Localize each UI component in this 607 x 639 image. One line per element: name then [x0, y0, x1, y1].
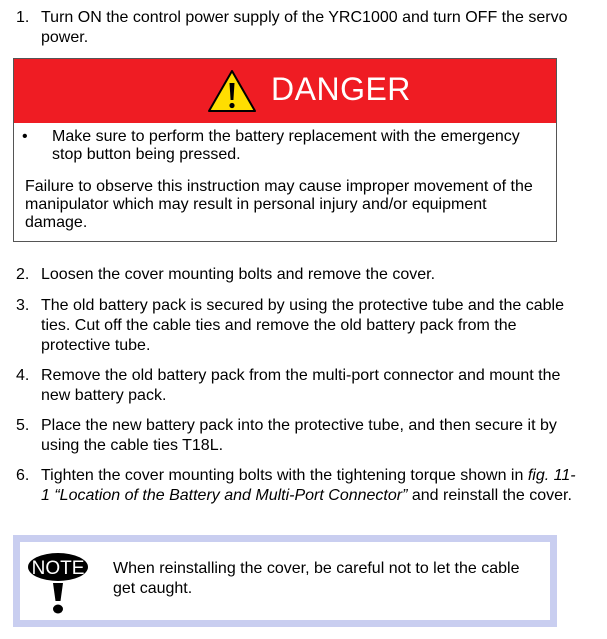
step-4 — [16, 366, 576, 406]
step-text-before: Tighten the cover mounting bolts with the tightening torque shown in — [41, 467, 528, 484]
note-exclamation-icon — [27, 551, 89, 617]
step-number: 6. — [16, 467, 30, 484]
step-number: 1. — [16, 9, 30, 26]
step-number: 4. — [16, 367, 30, 384]
bullet-text: Make sure to perform the battery replacement with the emergency stop button being pressed. — [52, 128, 520, 163]
step-number: 5. — [16, 417, 30, 434]
step-number: 2. — [16, 266, 30, 283]
step-text — [41, 466, 576, 506]
step-text-after: and reinstall the cover. — [407, 487, 572, 504]
note-label: NOTE — [31, 558, 85, 579]
danger-box — [13, 58, 557, 242]
step-2 — [16, 265, 576, 285]
step-text: Place the new battery pack into the protective tube, and then secure it by using the cable ties T18L. — [41, 417, 557, 454]
step-5 — [16, 416, 576, 456]
step-6 — [16, 466, 576, 506]
warning-triangle-icon — [207, 69, 257, 113]
danger-header — [14, 59, 556, 123]
note-box — [13, 535, 557, 627]
step-number: 3. — [16, 297, 30, 314]
danger-bullet — [22, 128, 547, 164]
step-3 — [16, 296, 576, 356]
note-text: When reinstalling the cover, be careful not to let the cable get caught. — [113, 560, 520, 597]
step-text: Turn ON the control power supply of the YRC1000 and turn OFF the servo power. — [41, 9, 568, 46]
step-1 — [16, 8, 576, 48]
step-text: The old battery pack is secured by using the protective tube and the cable ties. Cut off the cable ties and remove the old battery pack from the protective tube. — [41, 297, 564, 354]
danger-failure-text: Failure to observe this instruction may cause improper movement of the manipulator which may result in personal injury and/or equipment damage. — [25, 178, 533, 231]
figure-reference-link[interactable]: fig. 11-1 “Location of the Battery and Multi-Port Connector” — [41, 467, 576, 504]
step-text: Loosen the cover mounting bolts and remove the cover. — [41, 266, 436, 283]
bullet-symbol: • — [22, 128, 28, 145]
danger-title: DANGER — [271, 71, 411, 107]
step-text: Remove the old battery pack from the multi-port connector and mount the new battery pack. — [41, 367, 561, 404]
